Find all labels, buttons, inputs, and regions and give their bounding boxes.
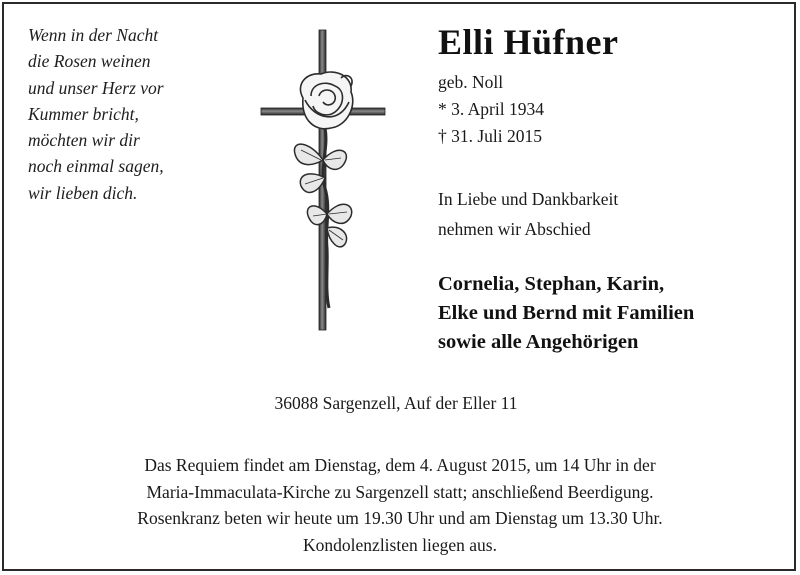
mourners-line: Cornelia, Stephan, Karin, — [438, 273, 665, 295]
service-line: Das Requiem findet am Dienstag, dem 4. August 2015, um 14 Uhr in der — [144, 455, 656, 475]
poem-line: noch einmal sagen, — [28, 156, 164, 177]
cross-with-rose-icon — [255, 28, 395, 338]
service-line: Maria-Immaculata-Kirche zu Sargenzell statt; anschließend Beerdigung. — [146, 481, 654, 502]
farewell-line: nehmen wir Abschied — [438, 219, 591, 239]
poem-line: wir lieben dich. — [28, 182, 138, 203]
life-dates — [438, 69, 544, 150]
service-info — [0, 452, 800, 559]
mourners — [438, 270, 694, 357]
poem — [28, 22, 228, 206]
poem-line: und unser Herz vor — [28, 77, 164, 98]
poem-line: Kummer bricht, — [28, 103, 139, 124]
service-line: Kondolenzlisten liegen aus. — [303, 535, 497, 556]
poem-line: Wenn in der Nacht — [28, 25, 159, 45]
service-line: Rosenkranz beten wir heute um 19.30 Uhr und am Dienstag um 13.30 Uhr. — [137, 508, 663, 529]
address-text: 36088 Sargenzell, Auf der Eller 11 — [274, 393, 518, 413]
deceased-name: Elli Hüfner — [438, 22, 619, 62]
poem-line: die Rosen weinen — [28, 51, 151, 72]
mourners-line: Elke und Bernd mit Familien — [438, 302, 695, 324]
mourners-line: sowie alle Angehörigen — [438, 331, 639, 353]
farewell-line: In Liebe und Dankbarkeit — [438, 189, 619, 209]
farewell-text — [438, 184, 618, 244]
address — [0, 391, 800, 415]
birth-date: * 3. April 1934 — [438, 99, 544, 119]
maiden-name: geb. Noll — [438, 72, 504, 92]
death-date: † 31. Juli 2015 — [438, 126, 543, 146]
poem-line: möchten wir dir — [28, 130, 140, 151]
